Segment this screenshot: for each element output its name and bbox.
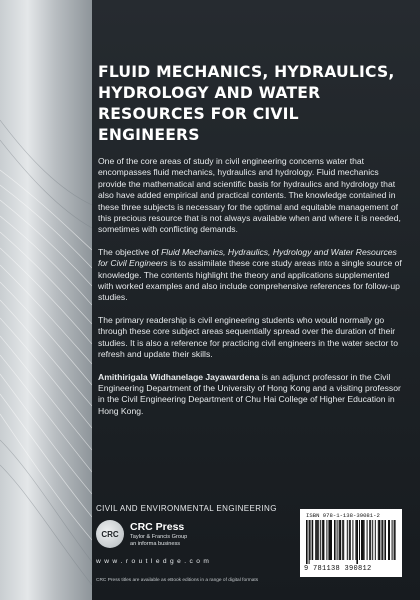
description-block: [98, 156, 406, 428]
publisher-name: CRC Press: [130, 521, 185, 533]
crc-logo-icon: CRC: [96, 520, 124, 548]
isbn-label: ISBN 978-1-138-39081-2: [306, 512, 380, 519]
publisher-website: w w w . r o u t l e d g e . c o m: [96, 558, 210, 565]
description-paragraph-3: The primary readership is civil engineering students who would normally go through these core subject areas sequentially spread over the duration of their studies. It is also a reference for practicing civil engineers in the water sector to refresh and update their skills.: [98, 314, 398, 360]
book-title: FLUID MECHANICS, HYDRAULICS, HYDROLOGY AND WATER RESOURCES FOR CIVIL ENGINEERS: [98, 63, 395, 144]
publisher-group: Taylor & Francis Group: [130, 534, 188, 540]
decorative-wave-panel: [0, 0, 92, 600]
barcode-panel: [300, 509, 402, 577]
description-paragraph-1: One of the core areas of study in civil engineering concerns water that encompasses fluid mechanics, hydraulics and hydrology. Fluid mechanics provide the mathematical and scientific basis for hydraulics and hydrology that also have added empirical and practical contents. The knowledge contained in these three subjects is necessary for the optimal and equitable management of this precious resource that is not always available when and where it is needed, sometimes with conflicting demands.: [98, 156, 401, 235]
author-name: Amithirigala Widhanelage Jayawardena: [98, 371, 260, 382]
wave-lines-graphic: [0, 0, 92, 600]
ebook-footnote: CRC Press titles are available as eBook editions in a range of digital formats: [96, 578, 259, 583]
author-bio: Amithirigala Widhanelage Jayawardena is an adjunct professor in the Civil Engineering Department of the University of Hong Kong and a visiting professor in the Civil Engineering Department of Chu Hai College of Higher Education in Hong Kong.: [98, 371, 401, 416]
series-label: CIVIL AND ENVIRONMENTAL ENGINEERING: [96, 504, 277, 513]
publisher-business: an informa business: [130, 541, 181, 547]
description-paragraph-2: The objective of Fluid Mechanics, Hydraulics, Hydrology and Water Resources for Civil Engineers is to assimilate these core study areas into a single source of knowledge. The contents highlight the theory and applications supplemented with worked examples and also include comprehensive references for follow-up studies.: [98, 246, 402, 303]
barcode-bars: [306, 520, 396, 564]
barcode-digits: 9 781138 390812: [304, 565, 372, 573]
book-title-italic: Fluid Mechanics, Hydraulics, Hydrology and Water Resources for Civil Engineers: [98, 246, 397, 269]
